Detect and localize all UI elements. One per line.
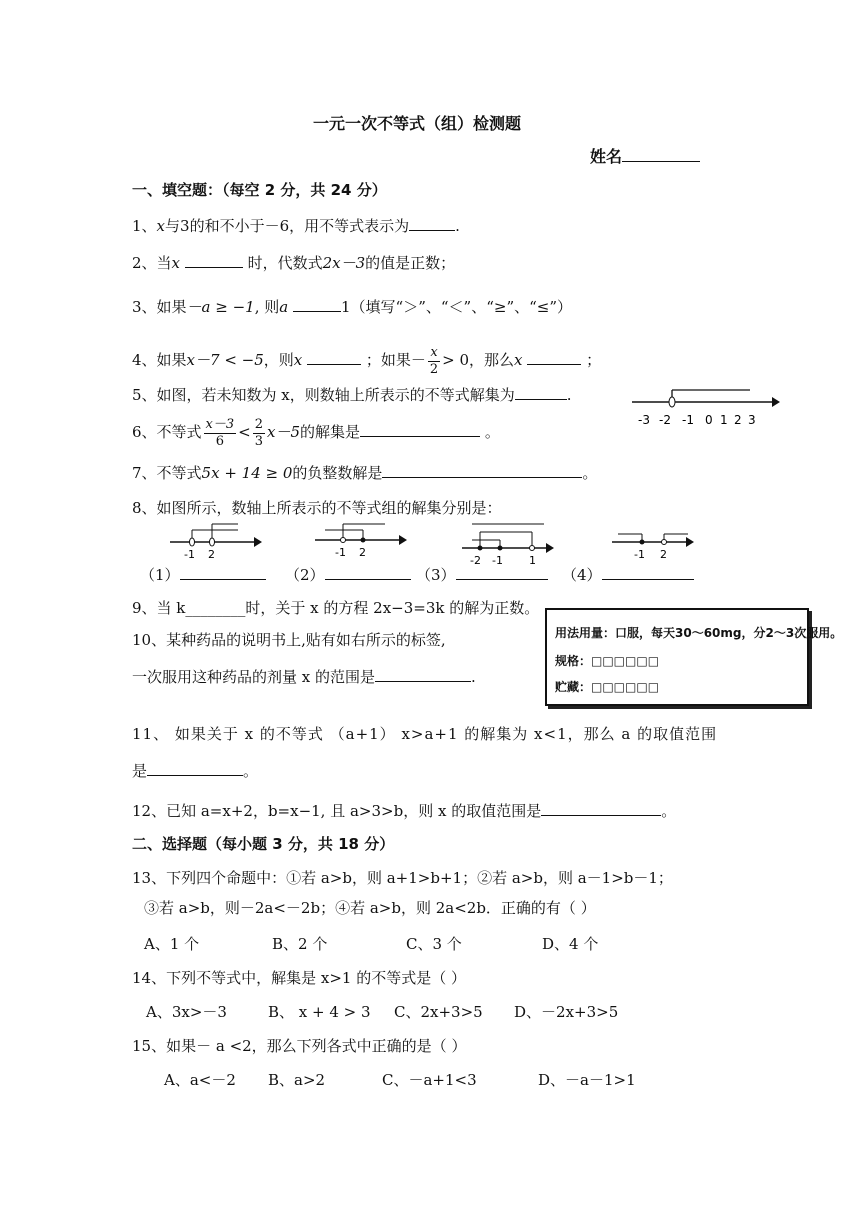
drug-usage: 用法用量：口服，每天30～60mg，分2～3次服用。 (555, 626, 843, 640)
q8-fig4-tick: 2 (660, 548, 667, 560)
q8-fig3-tick: -2 (470, 554, 481, 567)
q8-fig2-number-line (315, 518, 415, 560)
q8-answer-1 (140, 564, 266, 585)
q4-text3: ，那么 (469, 351, 515, 369)
q6-answer-blank[interactable] (360, 421, 480, 437)
question-2 (132, 252, 455, 273)
question-11-line1: 11、 如果关于 x 的不等式 （a+1） x>a+1 的解集为 x<1，那么 a 的取值范围 (132, 725, 718, 743)
q8-label-2: （2） (285, 566, 325, 584)
q3-answer-blank[interactable] (293, 296, 341, 312)
q1-text1: 与 (165, 217, 181, 235)
section2-heading: 二、选择题（每小题 3 分，共 18 分） (132, 835, 395, 853)
q5-open-point (669, 397, 675, 407)
q11-answer-blank[interactable] (147, 760, 243, 776)
q15-option-d[interactable]: D、－a－1>1 (538, 1071, 636, 1089)
q8-fig3-point-a (478, 546, 483, 551)
question-8: 8、如图所示，数轴上所表示的不等式组的解集分别是： (132, 499, 502, 517)
q15-option-a[interactable]: A、a<－2 (164, 1071, 236, 1089)
q5-tick-label: -1 (682, 413, 694, 427)
q3-text2: 1（填写“＞”、“＜”、“≥”、“≤”） (341, 298, 573, 316)
q1-end: . (455, 217, 460, 235)
q4-expr: x－7 < −5 (186, 351, 264, 369)
q8-fig1-tick: 2 (208, 548, 215, 560)
q4-number: 4、如果 (132, 351, 187, 369)
question-5 (132, 384, 572, 405)
q7-answer-blank[interactable] (382, 462, 582, 478)
q4-answer-blank-2[interactable] (527, 349, 581, 365)
question-7 (132, 462, 597, 483)
q4-text4: ； (586, 351, 602, 369)
q4-frac-den: 2 (429, 361, 439, 377)
q8-fig4-tick: -1 (634, 548, 645, 560)
q5-tick-label: 3 (748, 413, 756, 427)
drug-spec: 规格：□□□□□□ (555, 654, 660, 668)
q4-var1: x (293, 351, 303, 369)
section1-heading: 一、填空题：（每空 2 分，共 24 分） (132, 181, 387, 199)
q6-frac2-num: 2 (254, 416, 264, 432)
question-10-line1: 10、某种药品的说明书上,贴有如右所示的标签, (132, 631, 446, 649)
q6-fraction-2 (253, 417, 265, 450)
q2-text1: 时，代数式 (247, 254, 323, 272)
q3-expr: －a ≥ −1 (186, 298, 255, 316)
q8-fig4-point-b (662, 540, 667, 545)
q14-option-d[interactable]: D、－2x+3>5 (514, 1003, 619, 1021)
q13-option-d[interactable]: D、4 个 (542, 935, 599, 953)
question-13-line2: ③若 a>b，则－2a<－2b；④若 a>b，则 2a<2b．正确的有（ ） (144, 899, 596, 917)
drug-storage: 贮藏：□□□□□□ (555, 680, 660, 694)
q13-option-c[interactable]: C、3 个 (406, 935, 462, 953)
name-blank[interactable] (622, 146, 700, 162)
question-10-line2 (132, 666, 476, 687)
q6-expr: x－5 (267, 423, 301, 441)
q13-option-a[interactable]: A、1 个 (144, 935, 200, 953)
q12-text: 12、已知 a=x+2，b=x−1, 且 a>3>b，则 x 的取值范围是 (132, 802, 542, 820)
q5-tick-label: 2 (734, 413, 742, 427)
q4-answer-blank-1[interactable] (307, 349, 361, 365)
q8-fig1-number-line (170, 520, 270, 560)
q6-lt: < (238, 423, 251, 441)
q8-fig2-tick: 2 (359, 546, 366, 559)
q8-answer-3 (416, 564, 548, 585)
q6-frac1-num: x－3 (205, 416, 235, 432)
q1-text2: 的和不小于 (189, 217, 265, 235)
q10-text: 一次服用这种药品的剂量 x 的范围是 (132, 668, 375, 686)
q8-answer-blank-3[interactable] (456, 564, 548, 580)
q1-three: 3 (180, 217, 190, 235)
q8-fig1-point-a (190, 538, 195, 546)
q8-fig3-point-c (530, 546, 535, 551)
q3-var: a (279, 298, 289, 316)
q2-text2: 的值是正数； (365, 254, 456, 272)
q6-end: 。 (484, 423, 500, 441)
q6-frac2-den: 3 (254, 433, 264, 449)
q12-end: 。 (661, 802, 677, 820)
q8-answer-4 (562, 564, 694, 585)
question-4 (132, 340, 601, 380)
q8-answer-blank-4[interactable] (602, 564, 694, 580)
q8-label-4: （4） (562, 566, 602, 584)
page-title: 一元一次不等式（组）检测题 (313, 114, 522, 133)
q5-tick-label: -2 (659, 413, 671, 427)
question-13-line1: 13、下列四个命题中：①若 a>b，则 a+1>b+1；②若 a>b，则 a－1>b－1； (132, 869, 673, 887)
q13-option-b[interactable]: B、2 个 (272, 935, 328, 953)
name-label: 姓名 (590, 147, 623, 166)
q4-frac-num: x (428, 345, 440, 362)
q14-option-b[interactable]: B、 x + 4 > 3 (268, 1003, 371, 1021)
q7-end: 。 (582, 464, 598, 482)
question-12 (132, 800, 676, 821)
q4-text1: ，则 (263, 351, 294, 369)
q1-text3: ，用不等式表示为 (289, 217, 410, 235)
q5-number-line (632, 380, 782, 430)
q8-fig2-point-b (361, 538, 366, 543)
q6-fraction-1 (204, 417, 237, 450)
q1-neg6: －6 (264, 217, 290, 235)
q8-fig4-number-line (612, 520, 712, 560)
q15-option-b[interactable]: B、a>2 (268, 1071, 326, 1089)
q8-fig4-point-a (640, 540, 645, 545)
question-14: 14、下列不等式中，解集是 x>1 的不等式是（ ） (132, 969, 466, 987)
q4-expr2: > 0 (442, 351, 470, 369)
question-9: 9、当 k________时，关于 x 的方程 2x−3=3k 的解为正数。 (132, 599, 540, 617)
q4-minus: － (410, 351, 426, 369)
q2-expr: 2x－3 (322, 254, 366, 272)
q4-var2: x (514, 351, 523, 369)
q5-end: . (566, 386, 572, 404)
q8-fig3-number-line (462, 518, 562, 568)
q8-fig3-tick: -1 (492, 554, 503, 567)
question-11-line2 (132, 760, 258, 781)
q3-text1: , 则 (254, 298, 280, 316)
q8-fig1-point-b (210, 538, 215, 546)
q1-answer-blank[interactable] (409, 215, 455, 231)
question-15: 15、如果－ a <2，那么下列各式中正确的是（ ） (132, 1037, 467, 1055)
q2-var: x (171, 254, 181, 272)
q4-text2: ；如果 (365, 351, 411, 369)
q7-expr: 5x + 14 ≥ 0 (201, 464, 293, 482)
q5-arrow (772, 397, 780, 407)
q8-label-3: （3） (416, 566, 456, 584)
drug-label (545, 608, 843, 706)
q7-text1: 的负整数解是 (292, 464, 383, 482)
q11-text: 是 (132, 762, 148, 780)
q2-number: 2、当 (132, 254, 172, 272)
q10-end: . (471, 668, 476, 686)
q8-fig4-arrow (686, 537, 694, 547)
q4-fraction (428, 345, 440, 378)
q8-fig1-arrow (254, 537, 262, 547)
q5-tick-label: 0 (705, 413, 713, 427)
q7-number: 7、不等式 (132, 464, 202, 482)
q14-option-a[interactable]: A、3x>－3 (146, 1003, 227, 1021)
q8-fig2-arrow (399, 535, 407, 545)
q8-label-1: （1） (140, 566, 180, 584)
q8-answer-blank-2[interactable] (325, 564, 411, 580)
q8-fig3-arrow (546, 543, 554, 553)
q14-option-c[interactable]: C、2x+3>5 (394, 1003, 483, 1021)
q10-answer-blank[interactable] (375, 666, 471, 682)
q5-tick-label: -3 (638, 413, 650, 427)
q5-tick-label: 1 (720, 413, 728, 427)
question-3 (132, 296, 572, 317)
q3-number: 3、如果 (132, 298, 187, 316)
q8-fig3-tick: 1 (529, 554, 536, 567)
q2-answer-blank[interactable] (185, 252, 243, 268)
q8-answer-blank-1[interactable] (180, 564, 266, 580)
q11-end: 。 (243, 762, 259, 780)
q8-answer-2 (285, 564, 411, 585)
question-1 (132, 215, 460, 236)
q6-text1: 的解集是 (300, 423, 361, 441)
q5-answer-blank[interactable] (515, 384, 567, 400)
q8-fig2-tick: -1 (335, 546, 346, 559)
q5-text: 5、如图，若未知数为 x，则数轴上所表示的不等式解集为 (132, 386, 515, 404)
q15-option-c[interactable]: C、－a+1<3 (382, 1071, 477, 1089)
q6-number: 6、不等式 (132, 423, 202, 441)
q8-fig3-point-b (498, 546, 503, 551)
q12-answer-blank[interactable] (541, 800, 661, 816)
question-6 (132, 412, 500, 452)
q8-fig1-tick: -1 (184, 548, 195, 560)
q8-fig2-point-a (341, 538, 346, 543)
q1-number: 1、 (132, 217, 157, 235)
name-field (590, 146, 700, 167)
q6-frac1-den: 6 (215, 433, 224, 449)
q1-var: x (156, 217, 166, 235)
